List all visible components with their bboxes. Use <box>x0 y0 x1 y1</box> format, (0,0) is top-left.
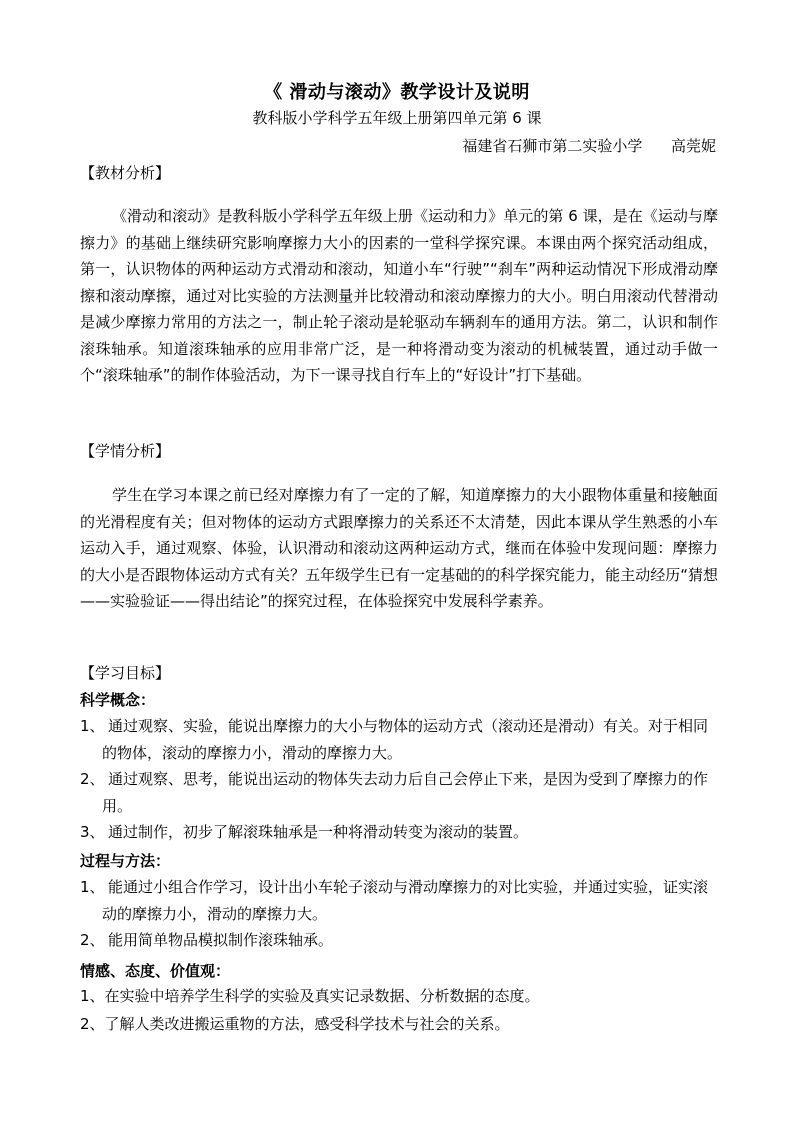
subheading-process-methods: 过程与方法： <box>80 852 171 870</box>
section-heading-student-analysis: 【学情分析】 <box>80 442 171 460</box>
subheading-science-concepts: 科学概念： <box>80 691 156 709</box>
item-number: 2、 <box>80 931 105 949</box>
item-number: 1、 <box>80 878 105 896</box>
science-concept-item <box>80 819 720 846</box>
item-text: 通过观察、实验，能说出摩擦力的大小与物体的运动方式（滚动还是滑动）有关。对于相同的物体，滚动的摩擦力小，滑动的摩擦力大。 <box>102 717 709 762</box>
author-line: 福建省石狮市第二实验小学 高莞妮 <box>462 137 716 155</box>
subheading-attitudes: 情感、态度、价值观： <box>80 962 231 980</box>
item-number: 1、 <box>80 717 105 735</box>
science-concept-item <box>80 713 720 767</box>
section-heading-textbook-analysis: 【教材分析】 <box>80 164 171 182</box>
item-number: 3、 <box>80 823 105 841</box>
process-method-item <box>80 927 720 954</box>
attitude-item: 1、在实验中培养学生科学的实验及真实记录数据、分析数据的态度。 <box>80 987 540 1005</box>
textbook-analysis-paragraph: 《滑动和滚动》是教科版小学科学五年级上册《运动和力》单元的第 6 课，是在《运动与摩擦力》的基础上继续研究影响摩擦力大小的因素的一堂科学探究课。本课由两个探究活动组成，第一，认识物体的两种运动方式滑动和滚动，知道小车“行驶”“刹车”两种运动情况下形成滑动摩擦和滚动摩擦，通过对比实验的方法测量并比较滑动和滚动摩擦力的大小。明白用滚动代替滑动是减少摩擦力常用的方法之一，制止轮子滚动是轮驱动车辆刹车的通用方法。第二，认识和制作滚珠轴承。知道滚珠轴承的应用非常广泛，是一种将滑动变为滚动的机械装置，通过动手做一个“滚珠轴承”的制作体验活动，为下一课寻找自行车上的“好设计”打下基础。 <box>80 207 718 384</box>
section-heading-objectives: 【学习目标】 <box>80 664 171 682</box>
item-text: 通过制作，初步了解滚珠轴承是一种将滑动转变为滚动的装置。 <box>108 823 529 841</box>
item-number: 2、 <box>80 770 105 788</box>
student-analysis-paragraph: 学生在学习本课之前已经对摩擦力有了一定的了解，知道摩擦力的大小跟物体重量和接触面的光滑程度有关；但对物体的运动方式跟摩擦力的关系还不太清楚，因此本课从学生熟悉的小车运动入手，通过观察、体验，认识滑动和滚动这两种运动方式，继而在体验中发现问题：摩擦力的大小是否跟物体运动方式有关？五年级学生已有一定基础的的科学探究能力，能主动经历“猜想——实验验证——得出结论”的探究过程，在体验探究中发展科学素养。 <box>80 486 718 610</box>
item-text: 能用简单物品模拟制作滚珠轴承。 <box>108 931 334 949</box>
document-subtitle: 教科版小学科学五年级上册第四单元第 6 课 <box>252 109 542 127</box>
process-method-item <box>80 874 720 928</box>
attitude-item: 2、了解人类改进搬运重物的方法，感受科学技术与社会的关系。 <box>80 1015 510 1033</box>
item-text: 通过观察、思考，能说出运动的物体失去动力后自己会停止下来，是因为受到了摩擦力的作用。 <box>102 770 709 815</box>
document-title: 《 滑动与滚动》教学设计及说明 <box>264 82 530 103</box>
item-text: 能通过小组合作学习，设计出小车轮子滚动与滑动摩擦力的对比实验，并通过实验，证实滚动的摩擦力小，滑动的摩擦力大。 <box>102 878 709 923</box>
science-concept-item <box>80 766 720 820</box>
